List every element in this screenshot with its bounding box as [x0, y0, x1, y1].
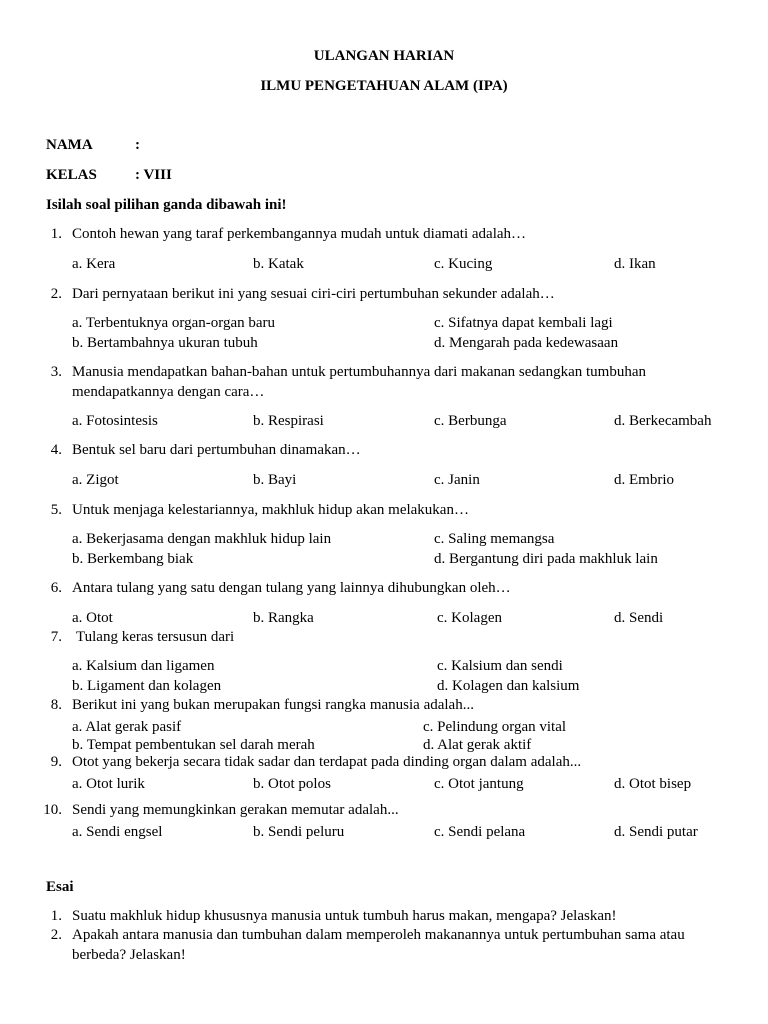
option-d: d. Embrio [614, 472, 674, 488]
question-text: Tulang keras tersusun dari [76, 629, 235, 645]
option-a: a. Alat gerak pasif [72, 719, 182, 735]
essay-question: Suatu makhluk hidup khususnya manusia untuk tumbuh harus makan, mengapa? Jelaskan! [72, 908, 617, 924]
option-d: d. Bergantung diri pada makhluk lain [434, 551, 658, 567]
question-number: 4. [50, 442, 62, 458]
question-text: Manusia mendapatkan bahan-bahan untuk pertumbuhannya dari makanan sedangkan tumbuhan [72, 364, 646, 380]
essay-number: 2. [50, 927, 62, 943]
option-a: a. Fotosintesis [72, 413, 158, 429]
question-text: Berikut ini yang bukan merupakan fungsi rangka manusia adalah... [72, 697, 474, 713]
option-d: d. Ikan [614, 256, 656, 272]
option-b: b. Tempat pembentukan sel darah merah [72, 737, 315, 753]
question-text: Otot yang bekerja secara tidak sadar dan terdapat pada dinding organ dalam adalah... [72, 754, 582, 770]
option-a: a. Zigot [72, 472, 119, 488]
page-title: ULANGAN HARIAN [313, 48, 455, 64]
option-d: d. Alat gerak aktif [423, 737, 532, 753]
question-number: 1. [50, 226, 62, 242]
option-c: c. Otot jantung [434, 776, 524, 792]
option-b: b. Katak [253, 256, 304, 272]
question-number: 2. [50, 286, 62, 302]
question-number: 6. [50, 580, 62, 596]
option-d: d. Kolagen dan kalsium [437, 678, 580, 694]
option-b: b. Berkembang biak [72, 551, 194, 567]
question-number: 7. [50, 629, 62, 645]
question-text: Sendi yang memungkinkan gerakan memutar adalah... [72, 802, 399, 818]
mc-instruction: Isilah soal pilihan ganda dibawah ini! [46, 197, 287, 213]
option-d: d. Berkecambah [614, 413, 712, 429]
option-b: b. Ligament dan kolagen [72, 678, 222, 694]
question-number: 8. [50, 697, 62, 713]
option-c: c. Kucing [434, 256, 493, 272]
option-b: b. Bayi [253, 472, 297, 488]
option-a: a. Kera [72, 256, 116, 272]
option-a: a. Otot lurik [72, 776, 145, 792]
class-value: : VIII [135, 167, 172, 183]
question-text: Bentuk sel baru dari pertumbuhan dinamakan… [72, 442, 361, 458]
option-d: d. Sendi putar [614, 824, 698, 840]
option-d: d. Sendi [614, 610, 664, 626]
option-b: b. Respirasi [253, 413, 324, 429]
option-d: d. Otot bisep [614, 776, 692, 792]
option-c: c. Kalsium dan sendi [437, 658, 563, 674]
option-c: c. Saling memangsa [434, 531, 555, 547]
option-c: c. Berbunga [434, 413, 507, 429]
page-subtitle: ILMU PENGETAHUAN ALAM (IPA) [260, 78, 508, 94]
question-text: Dari pernyataan berikut ini yang sesuai ciri-ciri pertumbuhan sekunder adalah… [72, 286, 555, 302]
option-b: b. Otot polos [253, 776, 331, 792]
essay-question-continued: berbeda? Jelaskan! [72, 947, 186, 963]
option-a: a. Bekerjasama dengan makhluk hidup lain [72, 531, 332, 547]
option-c: c. Janin [434, 472, 480, 488]
question-number: 9. [50, 754, 62, 770]
question-text: Antara tulang yang satu dengan tulang yang lainnya dihubungkan oleh… [72, 580, 511, 596]
option-a: a. Kalsium dan ligamen [72, 658, 215, 674]
essay-question: Apakah antara manusia dan tumbuhan dalam memperoleh makanannya untuk pertumbuhan sama atau [72, 927, 685, 943]
name-value: : [135, 137, 140, 153]
option-c: c. Sifatnya dapat kembali lagi [434, 315, 613, 331]
essay-heading: Esai [46, 879, 74, 895]
question-number: 5. [50, 502, 62, 518]
option-d: d. Mengarah pada kedewasaan [434, 335, 619, 351]
option-a: a. Sendi engsel [72, 824, 163, 840]
option-b: b. Sendi peluru [253, 824, 345, 840]
name-label: NAMA [46, 137, 93, 153]
option-c: c. Kolagen [437, 610, 502, 626]
question-number: 10. [43, 802, 62, 818]
option-b: b. Bertambahnya ukuran tubuh [72, 335, 258, 351]
question-text: Contoh hewan yang taraf perkembangannya mudah untuk diamati adalah… [72, 226, 527, 242]
option-b: b. Rangka [253, 610, 314, 626]
question-text: Untuk menjaga kelestariannya, makhluk hidup akan melakukan… [72, 502, 469, 518]
option-a: a. Otot [72, 610, 113, 626]
essay-number: 1. [50, 908, 62, 924]
option-c: c. Sendi pelana [434, 824, 526, 840]
class-label: KELAS [46, 167, 97, 183]
option-a: a. Terbentuknya organ-organ baru [72, 315, 276, 331]
question-text-continued: mendapatkannya dengan cara… [72, 384, 265, 400]
question-number: 3. [50, 364, 62, 380]
option-c: c. Pelindung organ vital [423, 719, 567, 735]
